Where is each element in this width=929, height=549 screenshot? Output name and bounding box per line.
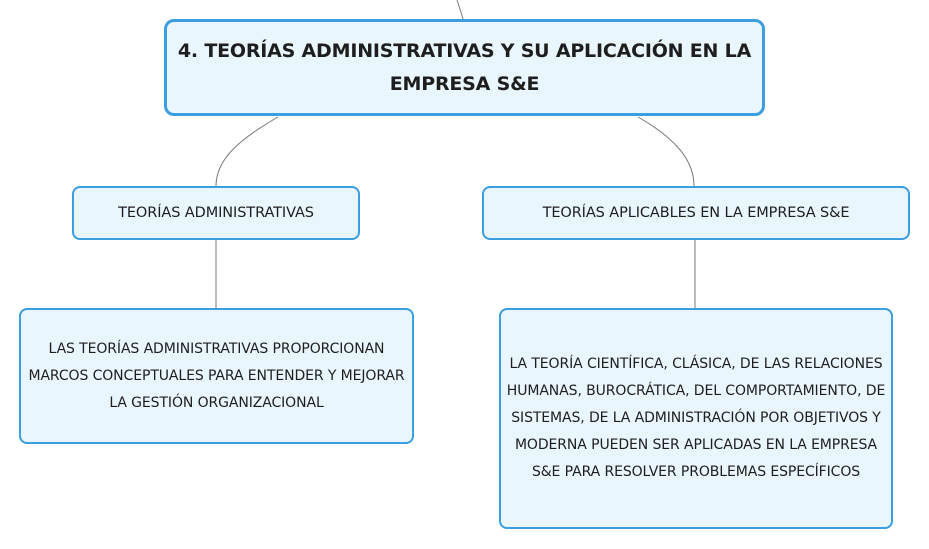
topic-node-teorias-administrativas[interactable]	[72, 186, 360, 240]
subtopic-text-teorias-aplicables: LA TEORÍA CIENTÍFICA, CLÁSICA, DE LAS RELACIONES HUMANAS, BUROCRÁTICA, DEL COMPORTAMIENTO, DE SISTEMAS, DE LA ADMINISTRACIÓN POR OBJETIVOS Y MODERNA PUEDEN SER APLICADAS EN LA EMPRESA S&E PARA RESOLVER PROBLEMAS ESPECÍFICOS	[506, 356, 886, 480]
subtopic-node-teorias-aplicables-detail[interactable]	[499, 308, 893, 529]
subtopic-node-teorias-administrativas-detail[interactable]	[19, 308, 414, 444]
connector-root-to-applicable	[638, 117, 694, 186]
topic-label-teorias-administrativas: TEORÍAS ADMINISTRATIVAS	[118, 205, 314, 221]
connector-root-to-theories	[216, 117, 278, 186]
root-topic-node[interactable]	[164, 19, 765, 116]
connector-from-parent	[457, 0, 463, 19]
root-topic-title: 4. TEORÍAS ADMINISTRATIVAS Y SU APLICACIÓN EN LA EMPRESA S&E	[177, 39, 752, 95]
topic-label-teorias-aplicables: TEORÍAS APLICABLES EN LA EMPRESA S&E	[542, 205, 850, 221]
subtopic-text-teorias-administrativas: LAS TEORÍAS ADMINISTRATIVAS PROPORCIONAN MARCOS CONCEPTUALES PARA ENTENDER Y MEJORAR LA GESTIÓN ORGANIZACIONAL	[28, 340, 405, 411]
topic-node-teorias-aplicables[interactable]	[482, 186, 910, 240]
